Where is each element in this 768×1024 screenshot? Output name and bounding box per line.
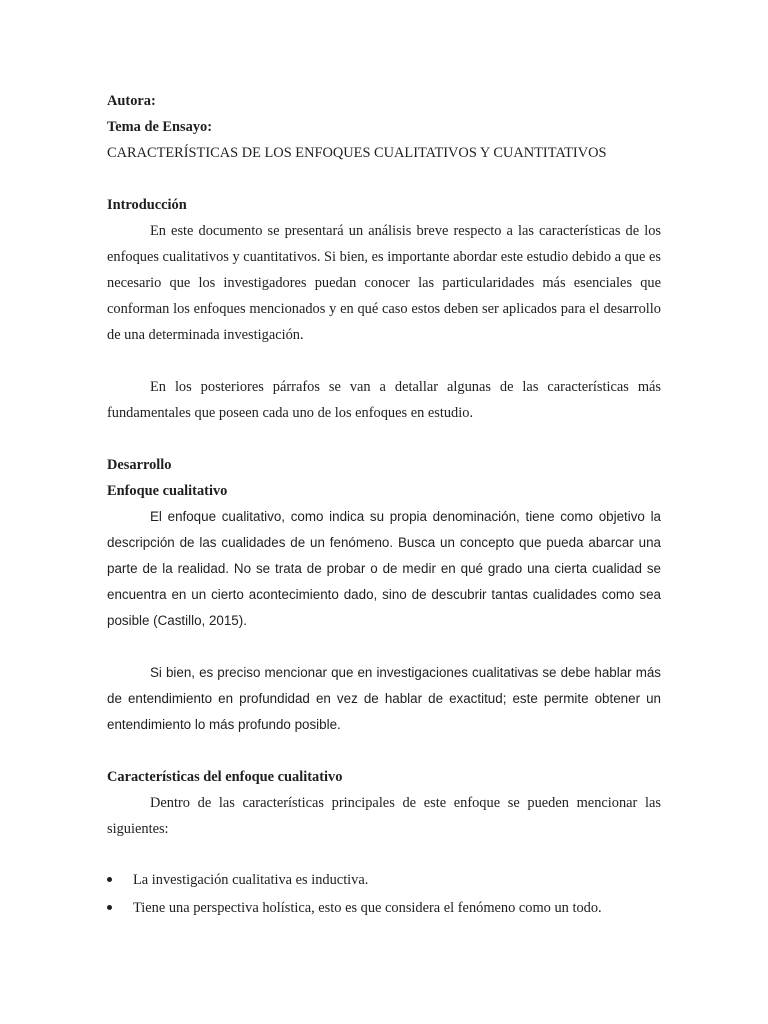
qualitative-paragraph-1: El enfoque cualitativo, como indica su propia denominación, tiene como objetivo la descripción de las cualidades de un fenómeno. Busca un concepto que pueda abarcar una parte de la realidad. No se trata de probar o de medir en qué grado una cierta cualidad se encuentra en un cierto acontecimiento dado, sino de descubrir tantas cualidades como sea posible (Castillo, 2015).: [107, 509, 661, 628]
introduction-heading: Introducción: [107, 197, 187, 213]
qualitative-paragraph-2: Si bien, es preciso mencionar que en investigaciones cualitativas se debe hablar más de entendimiento en profundidad en vez de hablar de exactitud; este permite obtener un entendimiento lo más profundo posible.: [107, 665, 661, 732]
spacer: [107, 348, 661, 374]
topic-label: Tema de Ensayo:: [107, 119, 213, 135]
essay-title: CARACTERÍSTICAS DE LOS ENFOQUES CUALITATIVOS Y CUANTITATIVOS: [107, 145, 607, 161]
spacer: [107, 634, 661, 660]
list-item-text: Tiene una perspectiva holística, esto es que considera el fenómeno como un todo.: [133, 900, 602, 916]
bullet-icon: [107, 905, 112, 910]
list-item: [107, 866, 661, 894]
spacer: [107, 738, 661, 764]
spacer: [107, 166, 661, 192]
list-item-text: La investigación cualitativa es inductiva.: [133, 872, 369, 888]
characteristics-heading: Características del enfoque cualitativo: [107, 769, 343, 785]
spacer: [107, 842, 661, 866]
introduction-paragraph-1: En este documento se presentará un análisis breve respecto a las características de los enfoques cualitativos y cuantitativos. Si bien, es importante abordar este estudio debido a que es necesario que los investigadores puedan conocer las particularidades más esenciales que conforman los enfoques mencionados y en qué caso estos deben ser aplicados para el desarrollo de una determinada investigación.: [107, 223, 661, 343]
list-item: [107, 894, 661, 922]
bullet-icon: [107, 877, 112, 882]
development-heading: Desarrollo: [107, 457, 172, 473]
introduction-paragraph-2: En los posteriores párrafos se van a detallar algunas de las características más fundamentales que poseen cada uno de los enfoques en estudio.: [107, 379, 661, 421]
characteristics-list: [107, 866, 661, 922]
characteristics-intro: Dentro de las características principales de este enfoque se pueden mencionar las siguientes:: [107, 795, 661, 837]
document-page: [107, 88, 661, 922]
qualitative-approach-heading: Enfoque cualitativo: [107, 483, 228, 499]
spacer: [107, 426, 661, 452]
author-label: Autora:: [107, 93, 156, 109]
